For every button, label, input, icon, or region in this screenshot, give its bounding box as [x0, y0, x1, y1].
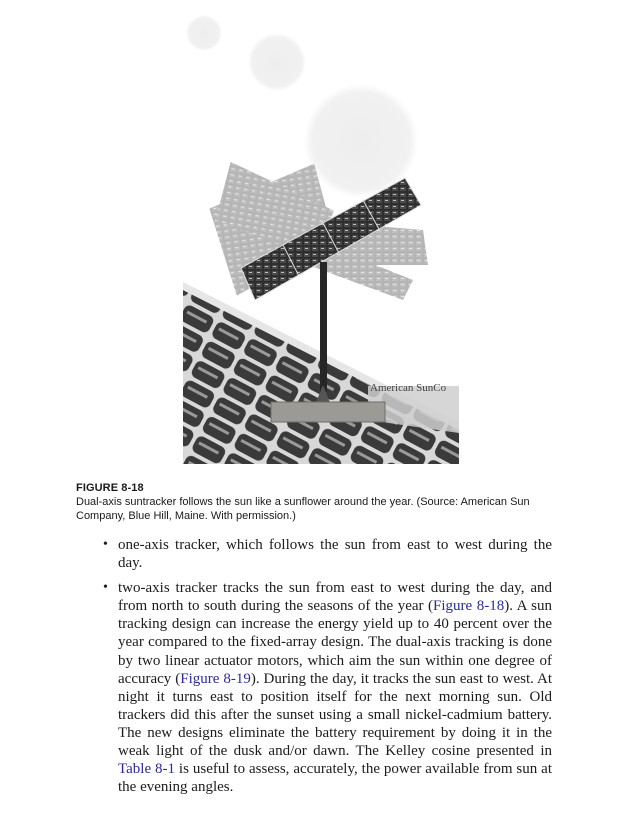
list-item-text [118, 537, 552, 571]
text-segment: is useful to assess, accurately, the power available from sun at the evening angles. [118, 761, 553, 796]
list-item [100, 579, 552, 796]
list-item [100, 536, 552, 572]
text-segment: one-axis tracker, which follows the sun from east to west during the day. [118, 537, 552, 572]
watermark-text: American SunCo [370, 382, 447, 394]
sun-circle-small [186, 15, 222, 51]
bullet-icon: • [103, 537, 108, 552]
figure-8-18-link[interactable]: Figure 8-18 [433, 598, 505, 615]
text-segment: ). A sun tracking design can increase the energy yield up to 40 percent over the year compared to the fixed-array design. The dual-axis tracking is done by two linear actuator motors, which aim the sun within one degree of accuracy ( [118, 598, 552, 687]
text-segment: ). During the day, it tracks the sun east to west. At night it turns east to position itself for the next morning sun. Old trackers did this after the sunset using a small nickel-cadmium battery. The new designs eliminate the battery requirement by doing it in the weak light of the dusk and/or dawn. The Kelley cosine presented in [118, 670, 552, 760]
text-segment: two-axis tracker tracks the sun from east to west during the day, and from north to south during the seasons of the year ( [118, 580, 552, 615]
bullet-list [100, 536, 552, 803]
figure-label: FIGURE 8-18 [76, 482, 144, 494]
list-item-text [118, 580, 552, 795]
figure-image [183, 0, 459, 464]
table-8-1-link[interactable]: Table 8-1 [118, 761, 176, 778]
sun-circle-medium [248, 33, 306, 91]
figure-caption [76, 481, 576, 523]
figure-8-19-link[interactable]: Figure 8-19 [180, 670, 251, 687]
figure-caption-text: Dual-axis suntracker follows the sun like a sunflower around the year. (Source: American Sun Company, Blue Hill, Maine. With permission.) [76, 496, 530, 522]
bullet-icon: • [103, 580, 108, 596]
